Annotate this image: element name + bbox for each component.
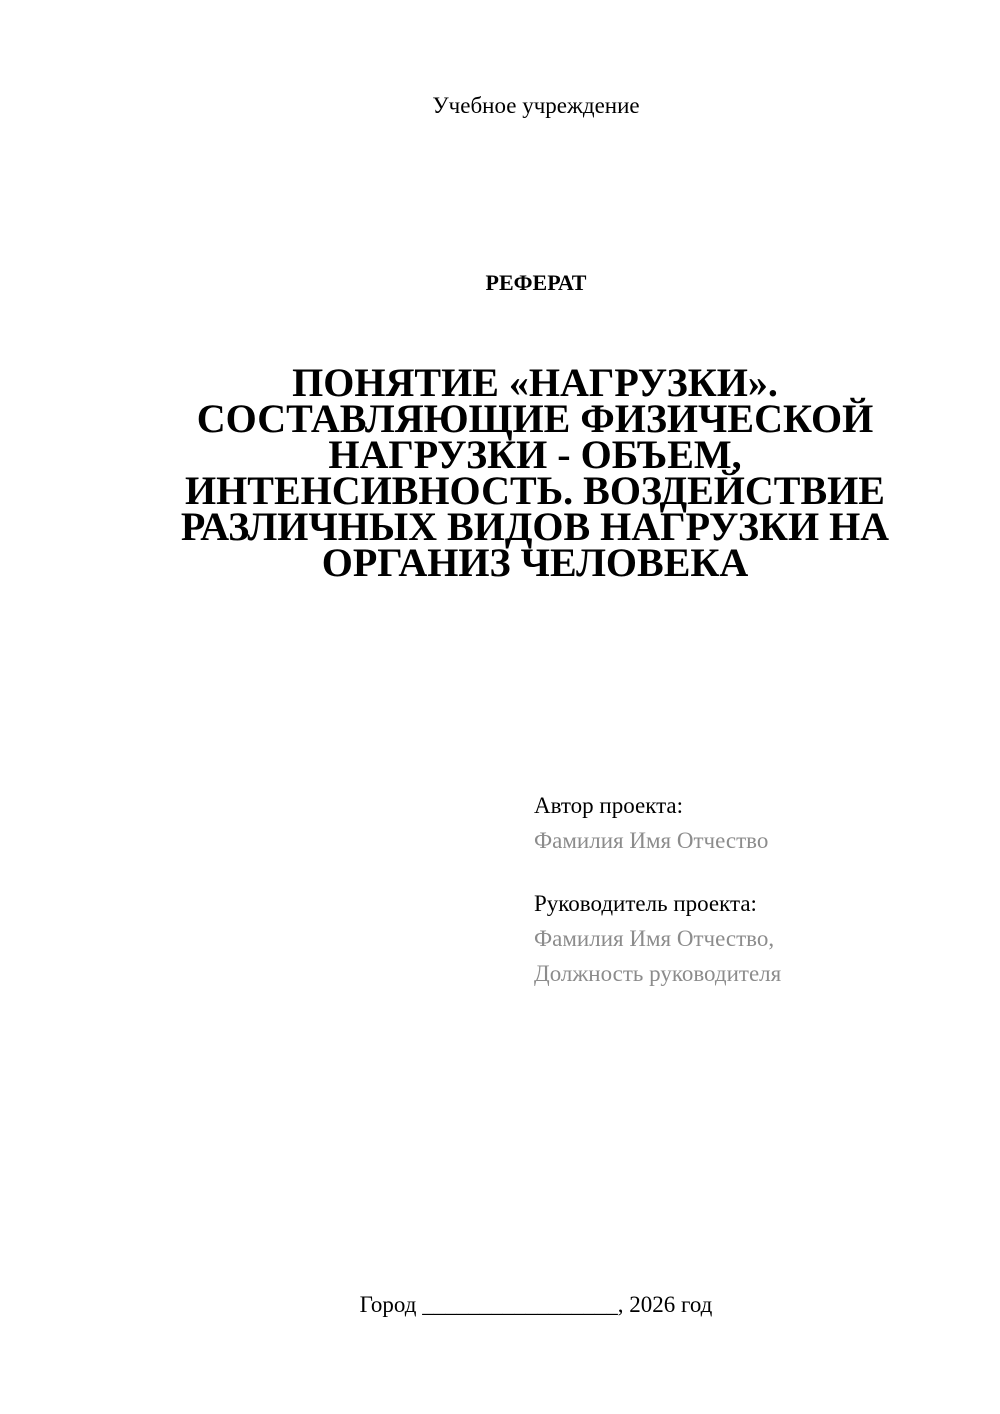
credits-block — [534, 788, 974, 991]
title-line: ИНТЕНСИВНОСТЬ. ВОЗДЕЙСТВИЕ — [185, 468, 885, 513]
document-type: РЕФЕРАТ — [485, 270, 587, 295]
author-name: Фамилия Имя Отчество — [534, 828, 769, 853]
title-line: СОСТАВЛЯЮЩИЕ ФИЗИЧЕСКОЙ — [196, 396, 874, 441]
city-year-footer: Город _________________, 2026 год — [359, 1292, 713, 1317]
supervisor-label: Руководитель проекта: — [534, 891, 757, 916]
supervisor-name: Фамилия Имя Отчество, — [534, 926, 775, 951]
spacer — [534, 858, 974, 886]
institution-name: Учебное учреждение — [432, 93, 640, 118]
document-title — [150, 360, 920, 585]
title-line: РАЗЛИЧНЫХ ВИДОВ НАГРУЗКИ НА — [180, 504, 890, 549]
author-label: Автор проекта: — [534, 793, 683, 818]
title-line: ОРГАНИЗ ЧЕЛОВЕКА — [321, 540, 749, 585]
title-line: НАГРУЗКИ - ОБЪЕМ, — [328, 432, 742, 477]
title-line: ПОНЯТИЕ «НАГРУЗКИ». — [292, 360, 778, 405]
supervisor-position: Должность руководителя — [534, 961, 782, 986]
